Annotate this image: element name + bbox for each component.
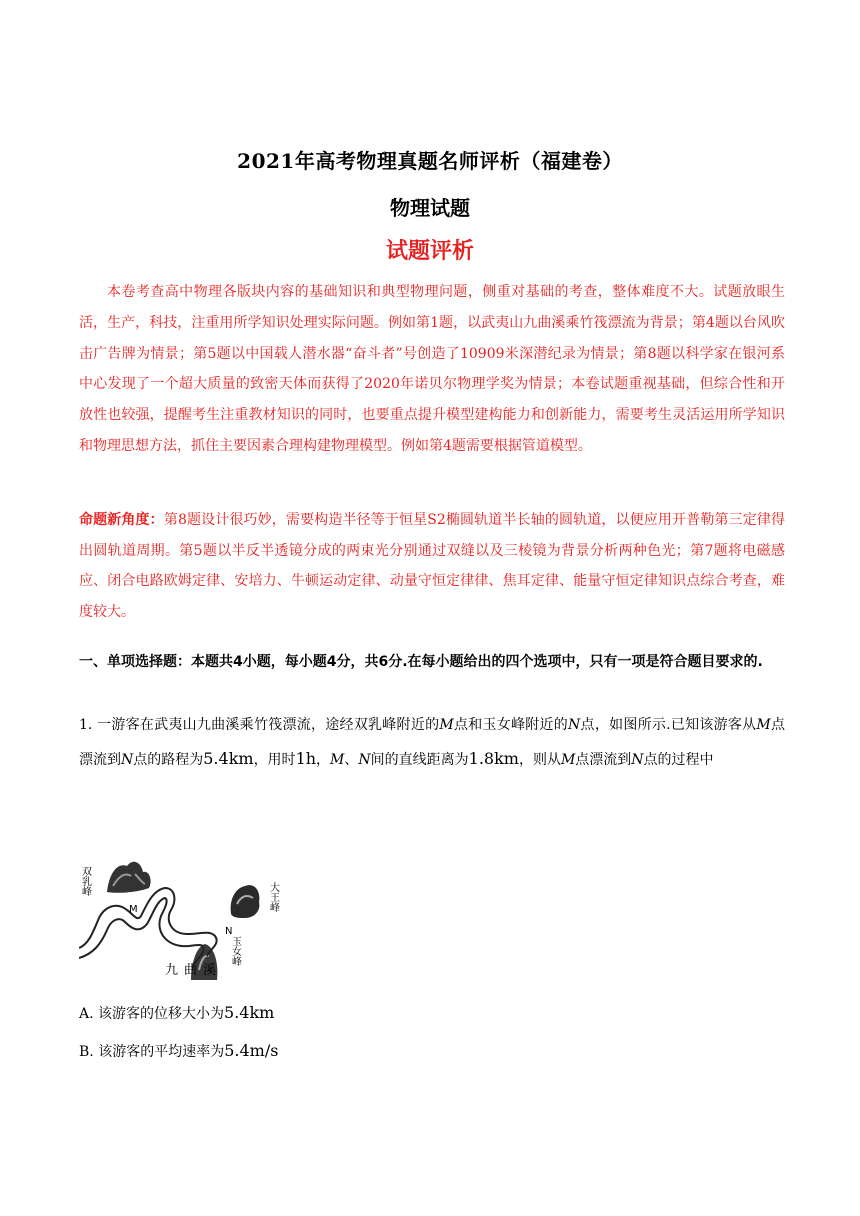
label-yunvfeng: 玉女峰 bbox=[229, 936, 241, 966]
q1-text: 1. 一游客在武夷山九曲溪乘竹筏漂流，途经双乳峰附近的 bbox=[79, 717, 440, 733]
q1-text: ，则从 bbox=[518, 752, 561, 768]
section-heading: 一、单项选择题：本题共4小题，每小题4分，共6分.在每小题给出的四个选项中，只有一项是符合题目要求的. bbox=[79, 654, 763, 670]
option-b bbox=[79, 1041, 278, 1061]
label-point-n: N bbox=[225, 926, 233, 937]
q1-point-n: N bbox=[358, 752, 371, 768]
analysis-heading: 试题评析 bbox=[385, 238, 474, 264]
new-angle-label: 命题新角度： bbox=[79, 512, 164, 528]
q1-text: ， bbox=[316, 752, 331, 768]
label-point-m: M bbox=[129, 904, 138, 915]
document-subtitle: 物理试题 bbox=[390, 196, 470, 220]
q1-text: 间的直线距离为 bbox=[370, 752, 469, 768]
q1-text: 点的路程为 bbox=[133, 752, 204, 768]
option-b-value: 5.4m/s bbox=[224, 1041, 279, 1060]
label-dawangfeng: 大王峰 bbox=[267, 882, 279, 912]
new-angle-text: 第8题设计很巧妙，需要构造半径等于恒星S2椭圆轨道半长轴的圆轨道，以便应用开普勒第三定律得出圆轨道周期。第5题以半反半透镜分成的两束光分别通过双缝以及三棱镜为背景分析两种色光；第7题将电磁感应、闭合电路欧姆定律、安培力、牛顿运动定律、动量守恒定律律、焦耳定律、能量守恒定律知识点综合考查，难度较大。 bbox=[79, 512, 786, 620]
river-map-figure bbox=[79, 852, 299, 990]
q1-point-n: N bbox=[121, 752, 134, 768]
label-jiuquxi: 九曲溪 bbox=[165, 963, 223, 978]
question-1 bbox=[79, 709, 785, 777]
option-a-value: 5.4km bbox=[224, 1003, 275, 1022]
q1-point-m: M bbox=[560, 752, 576, 768]
q1-text: 点的过程中 bbox=[643, 752, 714, 768]
q1-time: 1h bbox=[295, 749, 317, 768]
option-b-text: B. 该游客的平均速率为 bbox=[79, 1044, 225, 1060]
q1-text: 点漂流到 bbox=[575, 752, 632, 768]
q1-point-m: M bbox=[756, 717, 771, 733]
q1-text: 点，如图所示.已知该游客从 bbox=[580, 717, 757, 733]
q1-distance: 5.4km bbox=[203, 749, 254, 768]
q1-point-m: M bbox=[330, 752, 345, 768]
q1-point-m: M bbox=[439, 717, 454, 733]
document-title: 2021年高考物理真题名师评析（福建卷） bbox=[237, 149, 623, 173]
q1-text: 点漂流到 bbox=[79, 717, 786, 768]
analysis-paragraph: 本卷考查高中物理各版块内容的基础知识和典型物理问题，侧重对基础的考查，整体难度不大。试题放眼生活，生产，科技，注重用所学知识处理实际问题。例如第1题，以武夷山九曲溪乘竹筏漂流为背景；第4题以台风吹击广告牌为情景；第5题以中国载人潜水器“奋斗者”号创造了10909米深潜纪录为情景；第8题以科学家在银河系中心发现了一个超大质量的致密天体而获得了2020年诺贝尔物理学奖为情景；本卷试题重视基础，但综合性和开放性也较强，提醒考生注重教材知识的同时，也要重点提升模型建构能力和创新能力，需要考生灵活运用所学知识和物理思想方法，抓住主要因素合理构建物理模型。例如第4题需要根据管道模型。 bbox=[79, 284, 785, 454]
new-angle-block bbox=[79, 505, 785, 627]
analysis-block bbox=[79, 277, 785, 462]
option-a bbox=[79, 1003, 274, 1023]
q1-straight-distance: 1.8km bbox=[468, 749, 519, 768]
q1-point-n: N bbox=[568, 717, 581, 733]
dawangfeng-mountain-icon bbox=[231, 885, 260, 918]
q1-point-n: N bbox=[631, 752, 644, 768]
q1-text: 、 bbox=[344, 752, 359, 768]
option-a-text: A. 该游客的位移大小为 bbox=[79, 1006, 225, 1022]
q1-text: ，用时 bbox=[253, 752, 296, 768]
shuangrufeng-mountain-icon bbox=[107, 862, 151, 893]
q1-text: 点和玉女峰附近的 bbox=[453, 717, 569, 733]
label-shuangrufeng: 双乳峰 bbox=[79, 866, 91, 896]
